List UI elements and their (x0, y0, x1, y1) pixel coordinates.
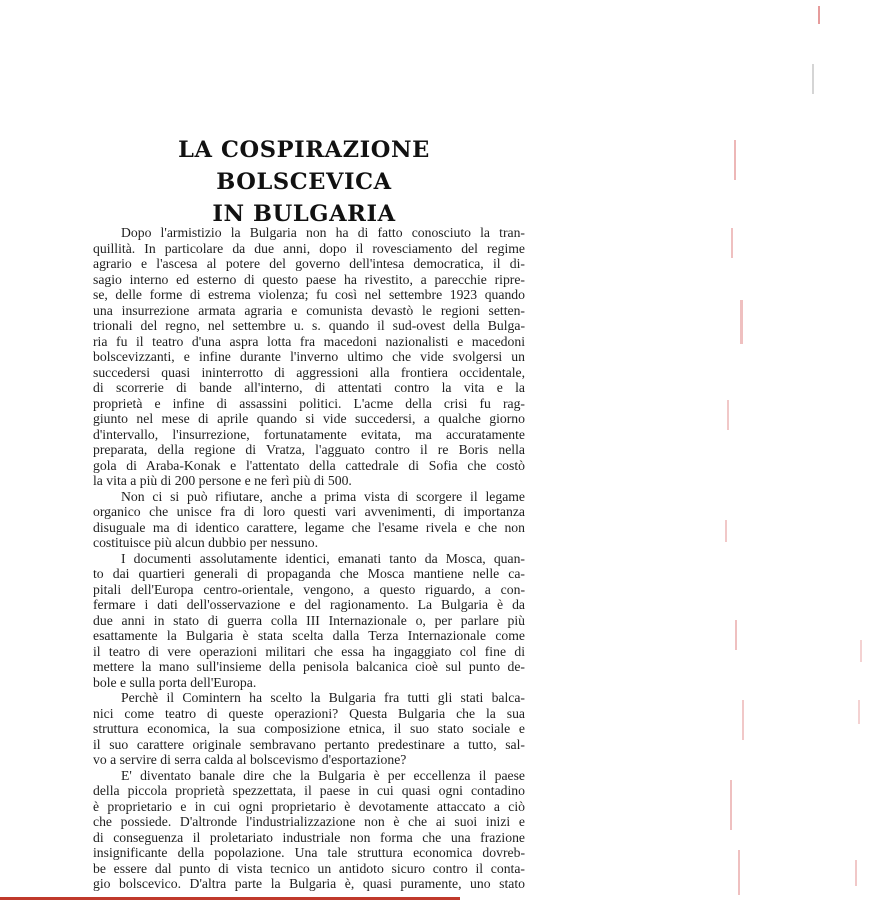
body-line: il suo carattere originale sembravano pertanto predestinare a tutto, sal- (93, 736, 525, 752)
body-line: giunto nel mese di aprile quando si vide succedersi, a qualche giorno (93, 411, 525, 426)
article-body (93, 225, 525, 892)
body-line: E' diventato banale dire che la Bulgaria è per eccellenza il paese (121, 767, 525, 783)
body-line: Non ci si può rifiutare, anche a prima vista di scorgere il legame (121, 488, 525, 504)
body-line: vo a servire di serra calda al bolscevismo d'esportazione? (93, 752, 407, 767)
body-line: pitali dell'Europa centro-orientale, vengono, a questo riguardo, a con- (93, 581, 525, 597)
body-line: sagio interno ed esterno di questo paese ha rivestito, a parecchie ripre- (93, 271, 525, 287)
body-line: preparata, della regione di Vratza, l'agguato contro il re Boris nella (93, 442, 525, 457)
body-line: bolscevizzanti, e infine durante l'inverno ultimo che vide svolgersi un (93, 349, 525, 364)
body-line: d'intervallo, l'insurrezione, fortunatamente evitata, ma accuratamente (93, 426, 525, 442)
body-line: organico che unisce fra di loro questi vari avvenimenti, di importanza (93, 504, 525, 519)
body-line: due anni in stato di guerra colla III Internazionale o, per parlare più (93, 612, 525, 628)
body-line: be essere dal punto di vista tecnico un antidoto sicuro contro il conta- (93, 860, 525, 876)
body-line: struttura economica, la sua composizione etnica, il suo stato sociale e (93, 721, 525, 736)
body-line: di scorrerie di bande all'interno, di attentati contro la vita e la (93, 380, 525, 395)
body-line: bole e sulla porta dell'Europa. (93, 674, 257, 690)
scan-margin-artifacts (700, 0, 875, 900)
body-line: esattamente la Bulgaria è stata scelta dalla Terza Internazionale come (93, 628, 525, 643)
body-line: to dai quartieri generali di propaganda che Mosca mantiene nelle ca- (93, 566, 525, 581)
body-line: di conseguenza il proletariato industriale non forma che una frazione (93, 829, 525, 845)
body-line: una insurrezione armata agraria e comunista devastò le regioni setten- (93, 302, 525, 318)
body-line: quillità. In particolare da due anni, dopo il rovesciamento del regime (93, 240, 525, 256)
body-line: è proprietario e in cui ogni proprietario è devotamente attaccato a ciò (93, 798, 525, 814)
body-line: agrario e l'ascesa al potere del governo dell'intesa democratica, il di- (93, 256, 525, 271)
page-title (100, 134, 508, 230)
body-line: Dopo l'armistizio la Bulgaria non ha di fatto conosciuto la tran- (121, 225, 525, 240)
body-line: proprietà e infine di assassini politici. L'acme della crisi fu rag- (93, 395, 525, 411)
body-line: della piccola proprietà spezzettata, il paese in cui quasi ogni contadino (93, 783, 525, 798)
body-line: se, delle forme di estrema violenza; fu così nel settembre 1923 quando (93, 287, 525, 302)
body-line: gola di Araba-Konak e l'attentato della cattedrale di Sofia che costò (93, 457, 525, 473)
body-line: disuguale ma di identico carattere, legame che l'esame rivela e che non (93, 519, 525, 535)
body-line: ria fu il teatro d'una aspra lotta fra macedoni nazionalisti e macedoni (93, 333, 525, 349)
body-line: costituisce più alcun dubbio per nessuno. (93, 535, 319, 550)
title-line-1: LA COSPIRAZIONE BOLSCEVICA (178, 137, 430, 195)
body-line: nici come teatro di queste operazioni? Questa Bulgaria che la sua (93, 705, 525, 721)
body-line: Perchè il Comintern ha scelto la Bulgaria fra tutti gli stati balca- (121, 690, 525, 705)
body-line: trionali del regno, nel settembre u. s. quando il sud-ovest della Bulga- (93, 318, 525, 333)
body-line: il teatro di vere operazioni militari che essa ha ingaggiato col fine di (93, 643, 525, 659)
body-line: fermare i dati dell'osservazione e del ragionamento. La Bulgaria è da (93, 597, 525, 612)
body-line: I documenti assolutamente identici, emanati tanto da Mosca, quan- (121, 550, 525, 566)
body-line: che possiede. D'altronde l'industrializzazione non è che ai suoi inizi e (93, 814, 525, 829)
title-line-2: IN BULGARIA (212, 201, 396, 227)
body-line: insignificante della popolazione. Una tale struttura economica dovreb- (93, 845, 525, 860)
body-line: mettere la mano sull'insieme della penisola balcanica cioè sul punto de- (93, 659, 525, 674)
body-line: gio bolscevico. D'altra parte la Bulgaria è, quasi puramente, uno stato (93, 876, 525, 891)
body-line: la vita a più di 200 persone e ne ferì più di 500. (93, 473, 352, 488)
body-line: succedersi quasi ininterrotto di aggressioni alla frontiera occidentale, (93, 364, 525, 380)
